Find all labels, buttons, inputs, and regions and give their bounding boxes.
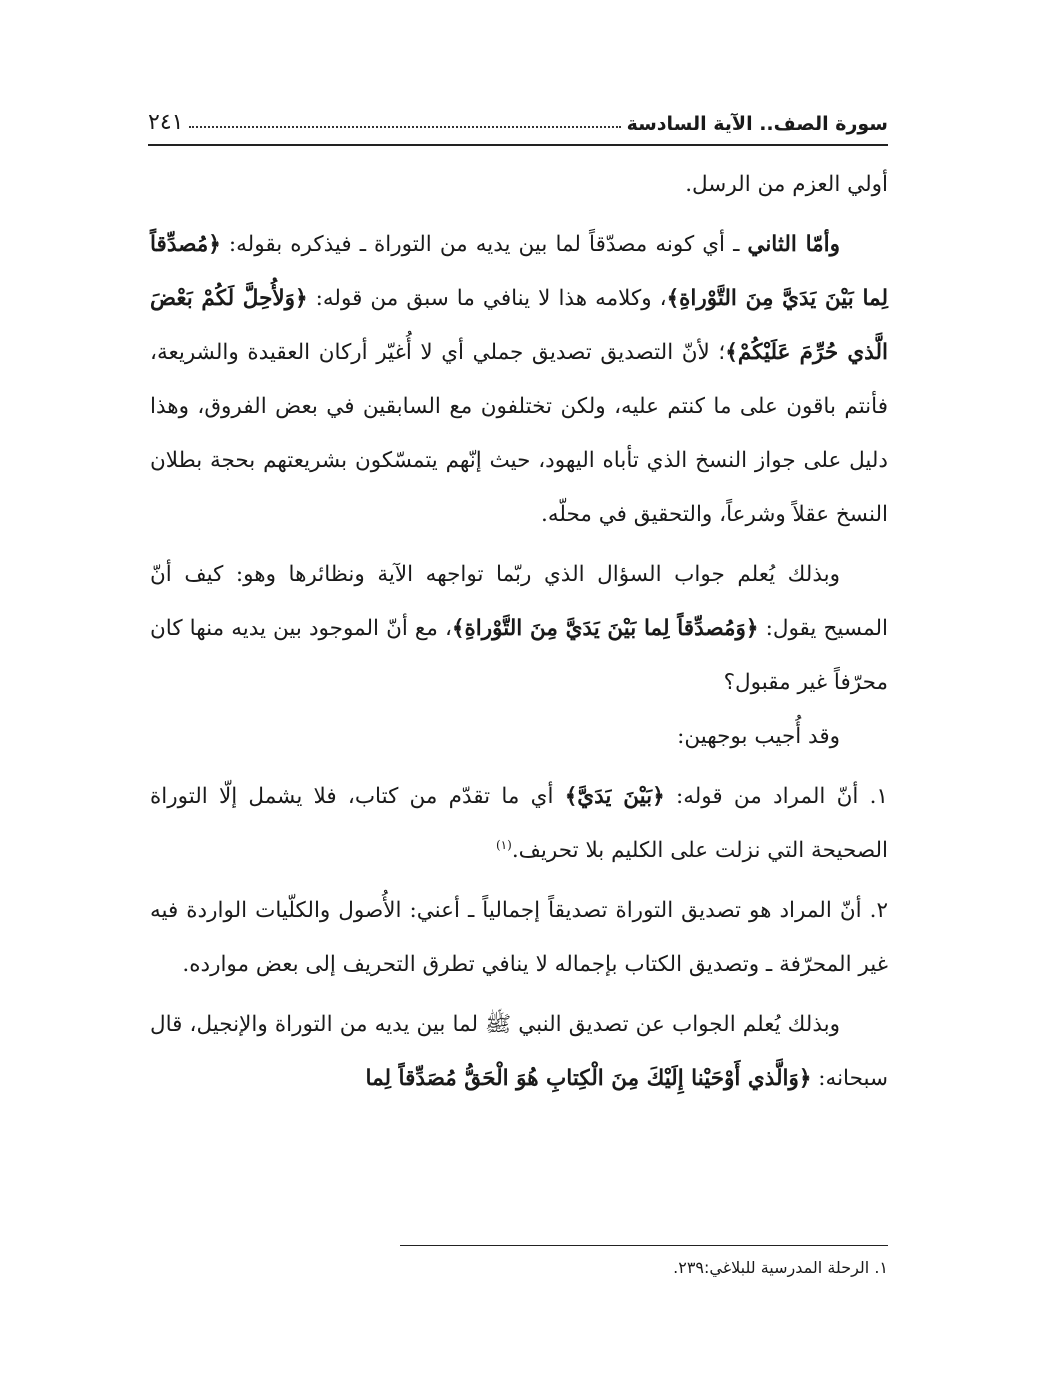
- quran-quote: ﴿مُصدِّقاً لِما بَيْنَ يَدَيَّ مِنَ التَّوْراةِ﴾: [150, 232, 888, 311]
- footnote: ١. الرحلة المدرسية للبلاغي:٢٣٩.: [673, 1258, 888, 1277]
- page-header: [148, 95, 888, 135]
- paragraph-1: أولي العزم من الرسل.: [685, 172, 888, 197]
- paragraph-5: ١. أنّ المراد من قوله: ﴿بَيْنَ يَدَيَّ﴾ أي ما تقدّم من كتاب، فلا يشمل إلّا التوراة الصحيحة التي نزلت على الكليم بلا تحريف.$^{(١)}$: [150, 784, 888, 863]
- quran-quote: ﴿وَمُصدِّقاً لِما بَيْنَ يَدَيَّ مِنَ التَّوْراةِ﴾: [451, 616, 759, 641]
- page-number: ٢٤١: [148, 110, 184, 135]
- paragraph-7: وبذلك يُعلم الجواب عن تصديق النبي ﷺ لما بين يديه من التوراة والإنجيل، قال سبحانه: ﴿وَالَّذي أَوْحَيْنا إِلَيْكَ مِنَ الْكِتابِ هُوَ الْحَقُّ مُصَدِّقاً لِما: [150, 1012, 888, 1091]
- paragraph-6: ٢. أنّ المراد هو تصديق التوراة تصديقاً إجمالياً ـ أعني: الأُصول والكلّيات الواردة فيه غير المحرّفة ـ وتصديق الكتاب بإجماله لا ينافي تطرق التحريف إلى بعض موارده.: [150, 898, 888, 977]
- quran-quote: ﴿وَلأُحِلَّ لَكُمْ بَعْضَ الَّذي حُرِّمَ عَلَيْكُمْ﴾: [150, 286, 888, 365]
- quran-quote: ﴿بَيْنَ يَدَيَّ﴾: [564, 784, 665, 809]
- quran-quote: ﴿وَالَّذي أَوْحَيْنا إِلَيْكَ مِنَ الْكِتابِ هُوَ الْحَقُّ مُصَدِّقاً لِما: [365, 1066, 812, 1091]
- main-text: [150, 158, 888, 1106]
- header-rule: [148, 144, 888, 146]
- footnote-rule: [400, 1245, 888, 1246]
- paragraph-2: وأمّا الثاني ـ أي كونه مصدّقاً لما بين يديه من التوراة ـ فيذكره بقوله: ﴿مُصدِّقاً لِما بَيْنَ يَدَيَّ مِنَ التَّوْراةِ﴾، وكلامه هذا لا ينافي ما سبق من قوله: ﴿وَلأُحِلَّ لَكُمْ بَعْضَ الَّذي حُرِّمَ عَلَيْكُمْ﴾؛ لأنّ التصديق تصديق جملي أي لا أُغيّر أركان العقيدة والشريعة، فأنتم باقون على ما كنتم عليه، ولكن تختلفون مع السابقين في بعض الفروق، وهذا دليل على جواز النسخ الذي تأباه اليهود، حيث إنّهم يتمسّكون بشريعتهم بحجة بطلان النسخ عقلاً وشرعاً، والتحقيق في محلّه.: [150, 232, 888, 527]
- paragraph-4: وقد أُجيب بوجهين:: [677, 724, 840, 749]
- paragraph-3: وبذلك يُعلم جواب السؤال الذي ربّما تواجهه الآية ونظائرها وهو: كيف أنّ المسيح يقول: ﴿وَمُصدِّقاً لِما بَيْنَ يَدَيَّ مِنَ التَّوْراةِ﴾، مع أنّ الموجود بين يديه منها كان محرّفاً غير مقبول؟: [150, 562, 888, 695]
- dot-leader: [189, 126, 620, 128]
- lead-phrase: وأمّا الثاني: [747, 232, 840, 257]
- footnote-marker[interactable]: (١): [495, 837, 512, 852]
- running-title: سورة الصف.. الآية السادسة: [626, 113, 888, 135]
